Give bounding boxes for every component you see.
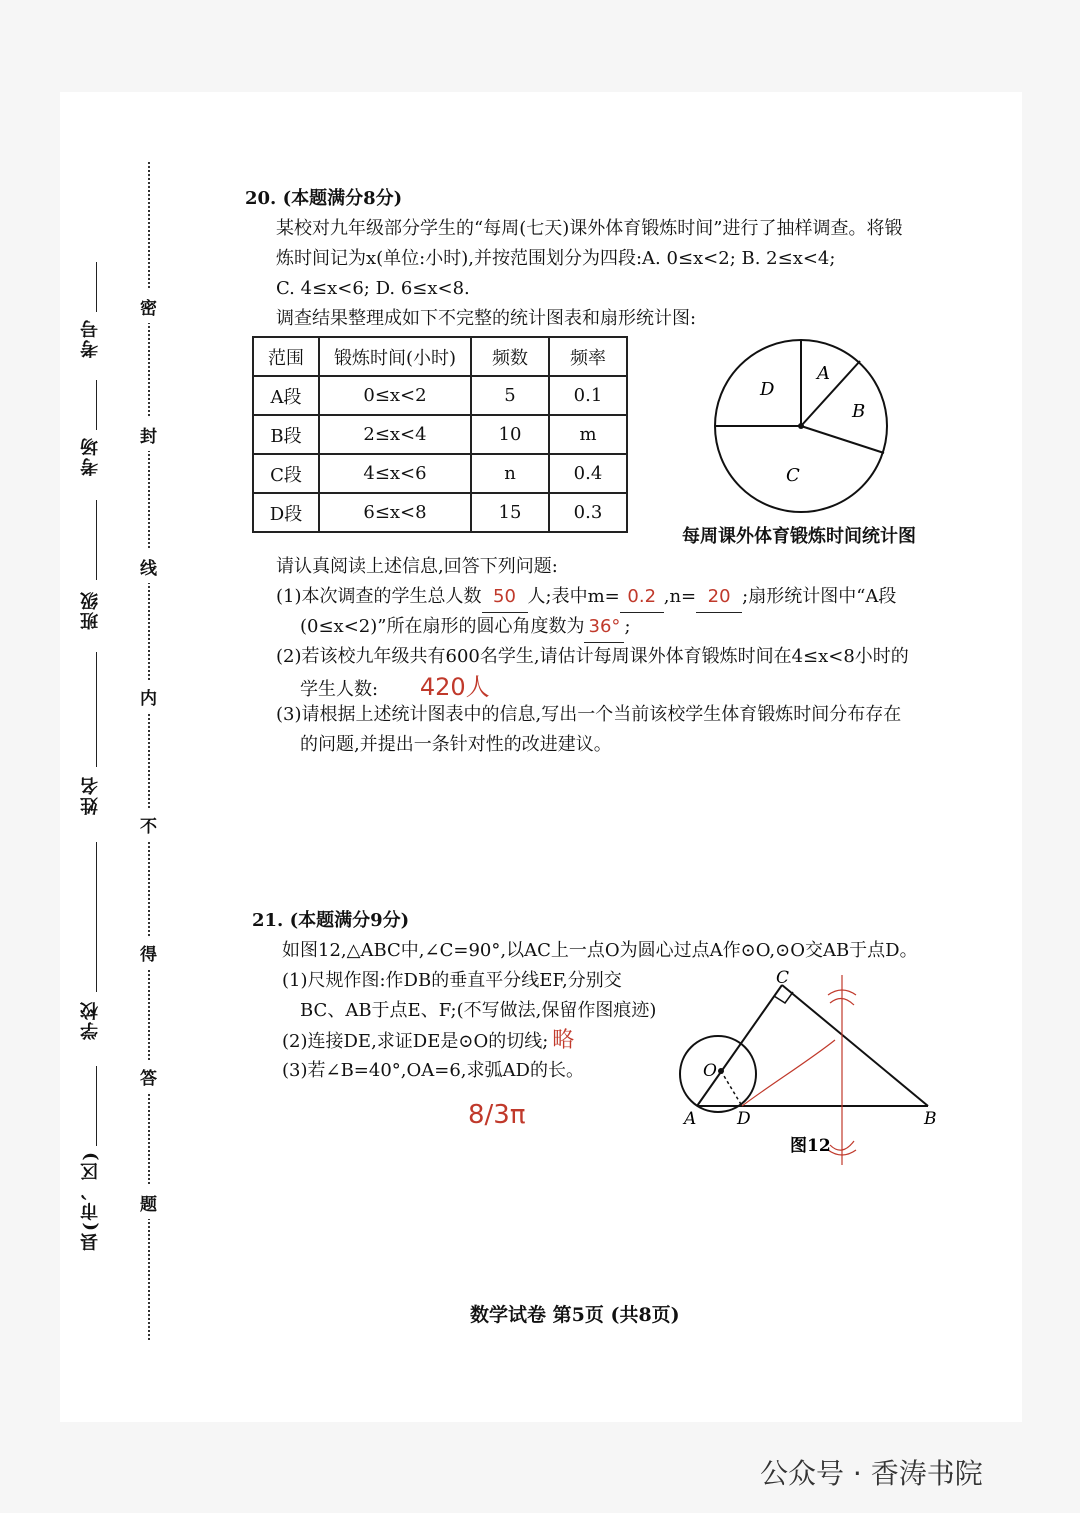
segment-ac [697, 985, 782, 1106]
q20-p1f: ; [624, 616, 631, 637]
table-cell: A段 [253, 376, 319, 415]
fig-label-a: A [684, 1109, 697, 1129]
hand-answer-arc: 8/3π [468, 1100, 526, 1130]
q20-p2b: 学生人数: [300, 679, 379, 700]
segment-cb [782, 985, 928, 1106]
q20-line4: 调查结果整理成如下不完整的统计图表和扇形统计图: [276, 308, 697, 329]
table-row [253, 376, 627, 415]
pie-label-d: D [760, 379, 775, 400]
hand-answer-m: 0.2 [627, 586, 657, 607]
dashed-od [721, 1071, 742, 1106]
pie-label-a: A [817, 363, 830, 384]
fig-caption: 图12 [790, 1136, 831, 1156]
table-header: 频率 [549, 337, 627, 376]
hand-answer-n: 20 [707, 586, 731, 607]
q20-p1d: ;扇形统计图中“A段 [742, 586, 897, 607]
fig-label-o: O [703, 1061, 717, 1081]
table-cell: 4≤x<6 [319, 454, 471, 493]
q20-title: 20. (本题满分8分) [245, 188, 403, 209]
q20-part1-line1 [276, 582, 896, 613]
table-cell: B段 [253, 415, 319, 454]
side-line-kaohao [96, 262, 97, 312]
side-line-banji [96, 500, 97, 580]
pie-caption: 每周课外体育锻炼时间统计图 [682, 526, 916, 547]
side-label-xian: 县(市、区) [80, 1150, 101, 1252]
seal-char: 线 [140, 550, 157, 583]
side-label-kaochang: 考场 [80, 436, 101, 476]
side-label-xingming: 姓名 [80, 775, 101, 815]
table-cell: 2≤x<4 [319, 415, 471, 454]
table-cell: 15 [471, 493, 549, 532]
watermark: 公众号 · 香涛书院 [760, 1457, 983, 1490]
q20-p1c: ,n= [663, 586, 697, 607]
table-cell: m [549, 415, 627, 454]
q20-read: 请认真阅读上述信息,回答下列问题: [276, 556, 558, 577]
table-cell: 0.1 [549, 376, 627, 415]
q20-line1: 某校对九年级部分学生的“每周(七天)课外体育锻炼时间”进行了抽样调查。将锻 [276, 218, 903, 239]
page-footer: 数学试卷 第5页 (共8页) [470, 1304, 680, 1326]
table-cell: n [471, 454, 549, 493]
table-header: 锻炼时间(小时) [319, 337, 471, 376]
table-cell: 6≤x<8 [319, 493, 471, 532]
q21-line4 [282, 1026, 574, 1057]
seal-dashed-line [148, 162, 150, 1340]
q20-p1b: 人;表中m= [527, 586, 620, 607]
hand-answer-count: 420人 [419, 673, 490, 701]
pie-label-b: B [852, 401, 866, 422]
table-cell: 0≤x<2 [319, 376, 471, 415]
seal-char: 题 [140, 1186, 157, 1219]
table-cell: D段 [253, 493, 319, 532]
q20-part1-line2 [300, 612, 631, 643]
pie-center [798, 423, 804, 429]
q20-part3-line1: (3)请根据上述统计图表中的信息,写出一个当前该校学生体育锻炼时间分布存在 [276, 704, 902, 725]
pie-chart [712, 335, 892, 515]
seal-char: 密 [140, 290, 157, 323]
q21-part2: (2)连接DE,求证DE是⊙O的切线; [282, 1031, 549, 1052]
q21-line2: (1)尺规作图:作DB的垂直平分线EF,分别交 [282, 970, 622, 991]
side-line-xuexiao [96, 842, 97, 992]
side-label-banji: 班级 [80, 590, 101, 630]
seal-char: 封 [140, 418, 157, 451]
table-header: 范围 [253, 337, 319, 376]
q21-line5: (3)若∠B=40°,OA=6,求弧AD的长。 [282, 1060, 584, 1081]
pie-label-c: C [786, 465, 800, 486]
answer-angle-blank [584, 612, 624, 643]
fig-label-c: C [776, 968, 790, 988]
table-row [253, 454, 627, 493]
q20-part3-line2: 的问题,并提出一条针对性的改进建议。 [300, 734, 612, 755]
answer-total-blank [482, 582, 528, 613]
q21-title: 21. (本题满分9分) [252, 910, 410, 931]
fig-label-d: D [737, 1109, 751, 1129]
side-line-kaochang [96, 380, 97, 430]
frequency-table [252, 336, 628, 533]
hand-answer-angle: 36° [588, 616, 621, 637]
q20-part2-line1: (2)若该校九年级共有600名学生,请估计每周课外体育锻炼时间在4≤x<8小时的 [276, 646, 909, 667]
fig-label-b: B [924, 1109, 937, 1129]
table-header-row [253, 337, 627, 376]
table-cell: 10 [471, 415, 549, 454]
hand-answer-total: 50 [493, 586, 516, 607]
seal-char: 答 [140, 1060, 157, 1093]
side-line-xian [96, 1066, 97, 1146]
seal-char: 得 [140, 936, 157, 969]
seal-char: 内 [140, 680, 157, 713]
table-cell: 0.4 [549, 454, 627, 493]
hand-answer-proof: 略 [552, 1028, 575, 1053]
q20-line2: 炼时间记为x(单位:小时),并按范围划分为四段:A. 0≤x<2; B. 2≤x<4; [276, 248, 836, 269]
q20-line3: C. 4≤x<6; D. 6≤x<8. [276, 278, 470, 299]
q20-p1e: (0≤x<2)”所在扇形的圆心角度数为 [300, 616, 585, 637]
q21-line3: BC、AB于点E、F;(不写做法,保留作图痕迹) [300, 1000, 657, 1021]
table-cell: 0.3 [549, 493, 627, 532]
side-label-xuexiao: 学校 [80, 1000, 101, 1040]
circle-o [680, 1036, 756, 1112]
answer-m-blank [620, 582, 664, 613]
table-row [253, 415, 627, 454]
figure-12 [670, 965, 960, 1175]
side-line-xingming [96, 652, 97, 767]
table-header: 频数 [471, 337, 549, 376]
pie-divider-b-c [801, 426, 884, 453]
table-cell: 5 [471, 376, 549, 415]
q20-p1a: (1)本次调查的学生总人数 [276, 586, 482, 607]
table-row [253, 493, 627, 532]
q21-line1: 如图12,△ABC中,∠C=90°,以AC上一点O为圆心过点A作⊙O,⊙O交AB于点D。 [282, 940, 918, 961]
table-cell: C段 [253, 454, 319, 493]
side-label-kaohao: 考号 [80, 318, 101, 358]
answer-n-blank [696, 582, 742, 613]
seal-char: 不 [140, 808, 157, 841]
